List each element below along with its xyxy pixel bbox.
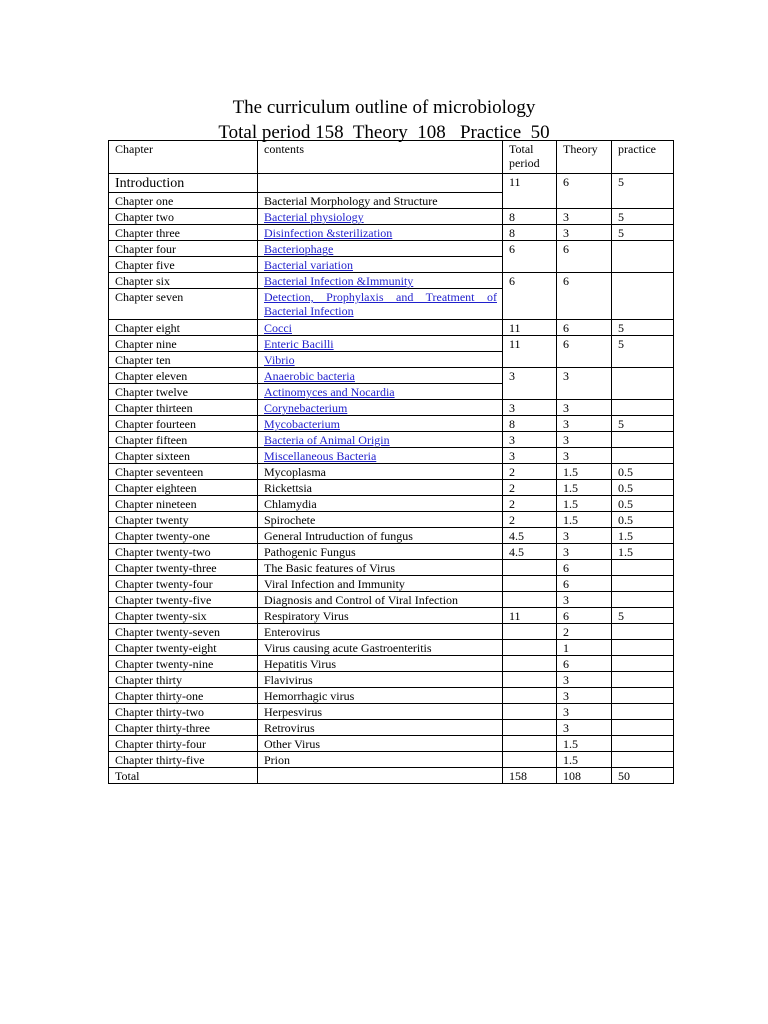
chapter-cell: Chapter thirty-one xyxy=(109,688,258,704)
contents-link[interactable]: Anaerobic bacteria xyxy=(258,368,503,384)
total-period-cell: 11 xyxy=(503,608,557,624)
chapter-cell: Chapter one xyxy=(109,193,258,209)
contents-cell: Diagnosis and Control of Viral Infection xyxy=(258,592,503,608)
chapter-cell: Chapter seventeen xyxy=(109,464,258,480)
theory-cell: 6 xyxy=(557,174,612,209)
chapter-cell: Chapter fifteen xyxy=(109,432,258,448)
practice-cell: 5 xyxy=(612,336,674,368)
contents-link[interactable]: Disinfection &sterilization xyxy=(258,225,503,241)
table-row xyxy=(109,544,674,560)
theory-cell: 6 xyxy=(557,336,612,368)
contents-cell: Hepatitis Virus xyxy=(258,656,503,672)
practice-cell xyxy=(612,656,674,672)
chapter-cell: Chapter six xyxy=(109,273,258,289)
contents-cell: Pathogenic Fungus xyxy=(258,544,503,560)
document-title xyxy=(0,95,768,145)
chapter-cell: Chapter eight xyxy=(109,320,258,336)
title-line-1: The curriculum outline of microbiology xyxy=(232,97,536,118)
chapter-cell: Chapter thirteen xyxy=(109,400,258,416)
theory-cell: 1.5 xyxy=(557,496,612,512)
total-period-cell: 2 xyxy=(503,496,557,512)
table-row xyxy=(109,512,674,528)
contents-link[interactable]: Actinomyces and Nocardia xyxy=(258,384,503,400)
practice-cell: 50 xyxy=(612,768,674,784)
contents-cell: Herpesvirus xyxy=(258,704,503,720)
total-period-cell: 3 xyxy=(503,368,557,400)
theory-cell: 3 xyxy=(557,592,612,608)
chapter-cell: Chapter sixteen xyxy=(109,448,258,464)
practice-cell xyxy=(612,368,674,400)
chapter-cell: Chapter thirty-four xyxy=(109,736,258,752)
contents-cell: Spirochete xyxy=(258,512,503,528)
table-row xyxy=(109,273,674,289)
table-row xyxy=(109,400,674,416)
chapter-cell: Chapter two xyxy=(109,209,258,225)
practice-cell xyxy=(612,592,674,608)
theory-cell: 3 xyxy=(557,368,612,400)
table-row xyxy=(109,624,674,640)
contents-cell: Prion xyxy=(258,752,503,768)
chapter-cell: Chapter five xyxy=(109,257,258,273)
contents-link[interactable]: Detection, Prophylaxis and Treatment of Bacterial Infection xyxy=(258,289,503,320)
total-period-cell xyxy=(503,592,557,608)
chapter-cell: Chapter three xyxy=(109,225,258,241)
contents-cell: Rickettsia xyxy=(258,480,503,496)
total-period-cell: 3 xyxy=(503,400,557,416)
practice-cell: 5 xyxy=(612,320,674,336)
theory-cell: 1.5 xyxy=(557,480,612,496)
theory-cell: 6 xyxy=(557,560,612,576)
theory-cell: 1.5 xyxy=(557,736,612,752)
theory-cell: 3 xyxy=(557,400,612,416)
theory-cell: 3 xyxy=(557,704,612,720)
practice-cell: 5 xyxy=(612,608,674,624)
header-chapter: Chapter xyxy=(109,141,258,174)
contents-cell: Hemorrhagic virus xyxy=(258,688,503,704)
practice-cell xyxy=(612,432,674,448)
contents-link[interactable]: Enteric Bacilli xyxy=(258,336,503,352)
table-row xyxy=(109,576,674,592)
contents-link[interactable]: Vibrio xyxy=(258,352,503,368)
total-period-cell: 11 xyxy=(503,320,557,336)
total-period-cell: 6 xyxy=(503,241,557,273)
contents-link[interactable]: Bacteriophage xyxy=(258,241,503,257)
theory-cell: 3 xyxy=(557,544,612,560)
contents-cell: Mycoplasma xyxy=(258,464,503,480)
header-contents: contents xyxy=(258,141,503,174)
practice-cell xyxy=(612,576,674,592)
chapter-cell: Chapter twenty-two xyxy=(109,544,258,560)
chapter-cell: Total xyxy=(109,768,258,784)
theory-cell: 6 xyxy=(557,576,612,592)
contents-link[interactable]: Bacterial Infection &Immunity xyxy=(258,273,503,289)
theory-cell: 3 xyxy=(557,528,612,544)
table-row xyxy=(109,448,674,464)
chapter-cell: Chapter ten xyxy=(109,352,258,368)
chapter-cell: Chapter twenty xyxy=(109,512,258,528)
practice-cell: 5 xyxy=(612,225,674,241)
contents-cell: Other Virus xyxy=(258,736,503,752)
table-row xyxy=(109,688,674,704)
practice-cell: 0.5 xyxy=(612,480,674,496)
chapter-cell: Chapter seven xyxy=(109,289,258,320)
total-period-cell xyxy=(503,752,557,768)
table-row xyxy=(109,704,674,720)
practice-cell: 0.5 xyxy=(612,464,674,480)
table-row xyxy=(109,656,674,672)
practice-cell: 1.5 xyxy=(612,528,674,544)
contents-link[interactable]: Bacterial physiology xyxy=(258,209,503,225)
total-period-cell: 8 xyxy=(503,209,557,225)
total-period-cell xyxy=(503,736,557,752)
total-period-cell: 11 xyxy=(503,174,557,209)
total-period-cell xyxy=(503,576,557,592)
chapter-cell: Chapter thirty xyxy=(109,672,258,688)
table-row xyxy=(109,225,674,241)
chapter-cell: Chapter twelve xyxy=(109,384,258,400)
theory-cell: 3 xyxy=(557,448,612,464)
chapter-cell: Chapter twenty-three xyxy=(109,560,258,576)
table-row xyxy=(109,736,674,752)
total-period-cell xyxy=(503,704,557,720)
table-row xyxy=(109,608,674,624)
header-theory: Theory xyxy=(557,141,612,174)
theory-cell: 6 xyxy=(557,320,612,336)
contents-cell: Retrovirus xyxy=(258,720,503,736)
contents-cell: Bacterial Morphology and Structure xyxy=(258,193,503,209)
practice-cell: 5 xyxy=(612,174,674,209)
chapter-cell: Chapter twenty-six xyxy=(109,608,258,624)
theory-cell: 3 xyxy=(557,225,612,241)
total-period-cell: 4.5 xyxy=(503,544,557,560)
table-row xyxy=(109,496,674,512)
chapter-cell: Introduction xyxy=(109,174,258,193)
theory-cell: 1.5 xyxy=(557,752,612,768)
contents-cell: Respiratory Virus xyxy=(258,608,503,624)
theory-cell: 6 xyxy=(557,273,612,320)
practice-cell xyxy=(612,241,674,273)
theory-cell: 3 xyxy=(557,416,612,432)
chapter-cell: Chapter eleven xyxy=(109,368,258,384)
table-row xyxy=(109,752,674,768)
total-period-cell: 3 xyxy=(503,448,557,464)
theory-cell: 3 xyxy=(557,209,612,225)
total-period-cell xyxy=(503,560,557,576)
theory-cell: 108 xyxy=(557,768,612,784)
table-row xyxy=(109,416,674,432)
table-row xyxy=(109,320,674,336)
practice-cell xyxy=(612,624,674,640)
theory-cell: 3 xyxy=(557,432,612,448)
total-period-cell: 158 xyxy=(503,768,557,784)
chapter-cell: Chapter twenty-nine xyxy=(109,656,258,672)
practice-cell xyxy=(612,560,674,576)
header-total-period xyxy=(503,141,557,174)
contents-cell: Enterovirus xyxy=(258,624,503,640)
contents-link[interactable]: Bacterial variation xyxy=(258,257,503,273)
contents-cell xyxy=(258,768,503,784)
total-period-cell: 6 xyxy=(503,273,557,320)
contents-link[interactable]: Miscellaneous Bacteria xyxy=(258,448,503,464)
chapter-cell: Chapter thirty-five xyxy=(109,752,258,768)
practice-cell: 0.5 xyxy=(612,496,674,512)
table-row xyxy=(109,209,674,225)
table-row xyxy=(109,336,674,352)
total-period-cell: 8 xyxy=(503,225,557,241)
chapter-cell: Chapter nine xyxy=(109,336,258,352)
contents-cell: General Intruduction of fungus xyxy=(258,528,503,544)
theory-cell: 3 xyxy=(557,688,612,704)
theory-cell: 1.5 xyxy=(557,512,612,528)
contents-cell: Chlamydia xyxy=(258,496,503,512)
total-period-cell: 2 xyxy=(503,480,557,496)
theory-cell: 6 xyxy=(557,241,612,273)
table-row xyxy=(109,368,674,384)
chapter-cell: Chapter fourteen xyxy=(109,416,258,432)
chapter-cell: Chapter nineteen xyxy=(109,496,258,512)
contents-cell: Viral Infection and Immunity xyxy=(258,576,503,592)
practice-cell xyxy=(612,448,674,464)
practice-cell xyxy=(612,736,674,752)
table-row xyxy=(109,480,674,496)
practice-cell xyxy=(612,640,674,656)
total-period-cell xyxy=(503,640,557,656)
theory-cell: 1.5 xyxy=(557,464,612,480)
total-period-cell xyxy=(503,672,557,688)
table-row xyxy=(109,528,674,544)
chapter-cell: Chapter twenty-one xyxy=(109,528,258,544)
total-period-cell: 3 xyxy=(503,432,557,448)
table-row xyxy=(109,720,674,736)
table-row xyxy=(109,640,674,656)
contents-link[interactable]: Corynebacterium xyxy=(258,400,503,416)
total-period-cell xyxy=(503,656,557,672)
contents-link[interactable]: Cocci xyxy=(258,320,503,336)
practice-cell xyxy=(612,273,674,320)
theory-cell: 6 xyxy=(557,608,612,624)
header-total-line-2: period xyxy=(509,156,540,170)
title-line-2: Total period 158 Theory 108 Practice 50 xyxy=(218,122,550,143)
contents-cell xyxy=(258,174,503,193)
chapter-cell: Chapter twenty-eight xyxy=(109,640,258,656)
theory-cell: 2 xyxy=(557,624,612,640)
contents-cell: The Basic features of Virus xyxy=(258,560,503,576)
theory-cell: 3 xyxy=(557,720,612,736)
total-period-cell xyxy=(503,624,557,640)
total-period-cell xyxy=(503,720,557,736)
chapter-cell: Chapter twenty-four xyxy=(109,576,258,592)
table-row xyxy=(109,432,674,448)
table-total-row xyxy=(109,768,674,784)
practice-cell xyxy=(612,704,674,720)
practice-cell: 5 xyxy=(612,416,674,432)
contents-link[interactable]: Bacteria of Animal Origin xyxy=(258,432,503,448)
total-period-cell xyxy=(503,688,557,704)
contents-cell: Flavivirus xyxy=(258,672,503,688)
chapter-cell: Chapter twenty-seven xyxy=(109,624,258,640)
total-period-cell: 4.5 xyxy=(503,528,557,544)
total-period-cell: 11 xyxy=(503,336,557,368)
table-row xyxy=(109,241,674,257)
contents-link[interactable]: Mycobacterium xyxy=(258,416,503,432)
practice-cell: 0.5 xyxy=(612,512,674,528)
practice-cell xyxy=(612,400,674,416)
theory-cell: 1 xyxy=(557,640,612,656)
practice-cell xyxy=(612,688,674,704)
practice-cell: 1.5 xyxy=(612,544,674,560)
practice-cell xyxy=(612,720,674,736)
practice-cell: 5 xyxy=(612,209,674,225)
chapter-cell: Chapter twenty-five xyxy=(109,592,258,608)
header-total-line-1: Total xyxy=(509,142,534,156)
table-row xyxy=(109,560,674,576)
theory-cell: 6 xyxy=(557,656,612,672)
table-row xyxy=(109,592,674,608)
contents-cell: Virus causing acute Gastroenteritis xyxy=(258,640,503,656)
table-row xyxy=(109,464,674,480)
table-header-row xyxy=(109,141,674,174)
chapter-cell: Chapter thirty-three xyxy=(109,720,258,736)
practice-cell xyxy=(612,752,674,768)
practice-cell xyxy=(612,672,674,688)
chapter-cell: Chapter four xyxy=(109,241,258,257)
total-period-cell: 2 xyxy=(503,512,557,528)
curriculum-table xyxy=(108,140,674,784)
total-period-cell: 2 xyxy=(503,464,557,480)
header-practice: practice xyxy=(612,141,674,174)
chapter-cell: Chapter eighteen xyxy=(109,480,258,496)
chapter-cell: Chapter thirty-two xyxy=(109,704,258,720)
table-row xyxy=(109,672,674,688)
total-period-cell: 8 xyxy=(503,416,557,432)
table-row xyxy=(109,174,674,193)
theory-cell: 3 xyxy=(557,672,612,688)
